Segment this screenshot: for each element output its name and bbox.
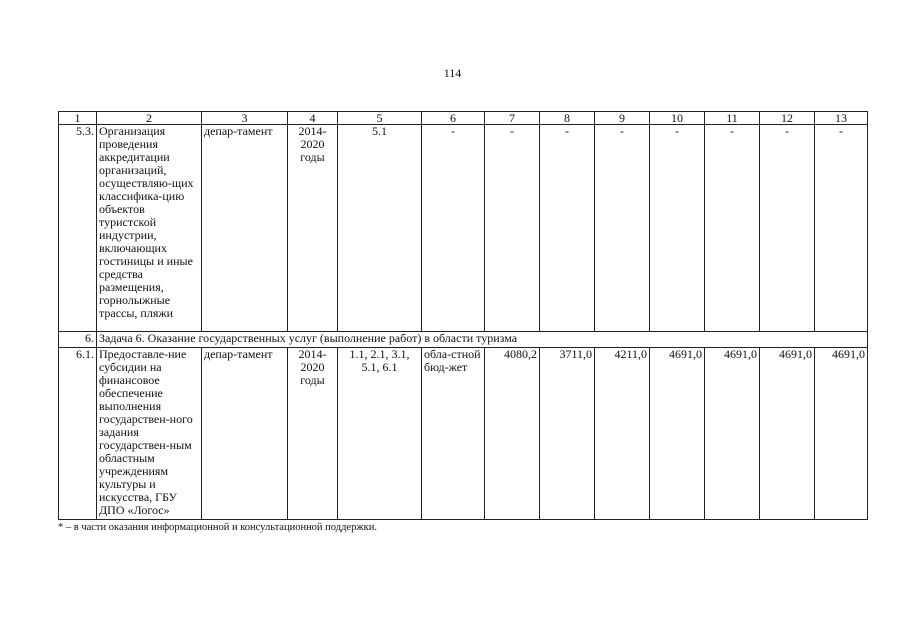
value-cell: 4211,0 (595, 348, 650, 520)
period: 2014-2020 годы (288, 348, 338, 520)
header-cell: 3 (202, 112, 288, 125)
header-cell: 8 (540, 112, 595, 125)
header-cell: 7 (485, 112, 540, 125)
table-row (59, 348, 868, 520)
header-cell: 10 (650, 112, 705, 125)
value-cell: 4691,0 (815, 348, 868, 520)
header-row (59, 112, 868, 125)
linked-indicators: 5.1 (338, 125, 422, 332)
value-cell: 4080,2 (485, 348, 540, 520)
header-cell: 13 (815, 112, 868, 125)
header-cell: 6 (422, 112, 485, 125)
header-cell: 9 (595, 112, 650, 125)
value-cell: - (540, 125, 595, 332)
header-cell: 5 (338, 112, 422, 125)
header-cell: 4 (288, 112, 338, 125)
table-row (59, 125, 868, 332)
page-number: 114 (443, 66, 462, 80)
footnote: * – в части оказания информационной и консультационной поддержки. (58, 522, 377, 533)
value-cell: - (815, 125, 868, 332)
period: 2014-2020 годы (288, 125, 338, 332)
value-cell: - (650, 125, 705, 332)
program-table (58, 111, 868, 520)
value-cell: 3711,0 (540, 348, 595, 520)
table-row (59, 332, 868, 348)
executor: депар-тамент (202, 125, 288, 332)
row-number: 5.3. (59, 125, 97, 332)
value-cell: - (705, 125, 760, 332)
header-cell: 1 (59, 112, 97, 125)
header-cell: 11 (705, 112, 760, 125)
funding-source: - (422, 125, 485, 332)
value-cell: - (595, 125, 650, 332)
executor: депар-тамент (202, 348, 288, 520)
funding-source: обла-стной бюд-жет (422, 348, 485, 520)
linked-indicators: 1.1, 2.1, 3.1, 5.1, 6.1 (338, 348, 422, 520)
measure-name: Организация проведения аккредитации организаций, осуществляю-щих классифика-цию объектов туристской индустрии, включающих гостиницы и иные средства размещения, горнолыжные трассы, пляжи (97, 125, 202, 332)
value-cell: 4691,0 (760, 348, 815, 520)
measure-name: Предоставле-ние субсидии на финансовое обеспечение выполнения государствен-ного задания государствен-ным областным учреждениям культуры и искусства, ГБУ ДПО «Логос» (97, 348, 202, 520)
task-heading: Задача 6. Оказание государственных услуг (выполнение работ) в области туризма (97, 332, 868, 348)
row-number: 6.1. (59, 348, 97, 520)
value-cell: 4691,0 (705, 348, 760, 520)
header-cell: 2 (97, 112, 202, 125)
header-cell: 12 (760, 112, 815, 125)
row-number: 6. (59, 332, 97, 348)
value-cell: - (760, 125, 815, 332)
value-cell: 4691,0 (650, 348, 705, 520)
value-cell: - (485, 125, 540, 332)
